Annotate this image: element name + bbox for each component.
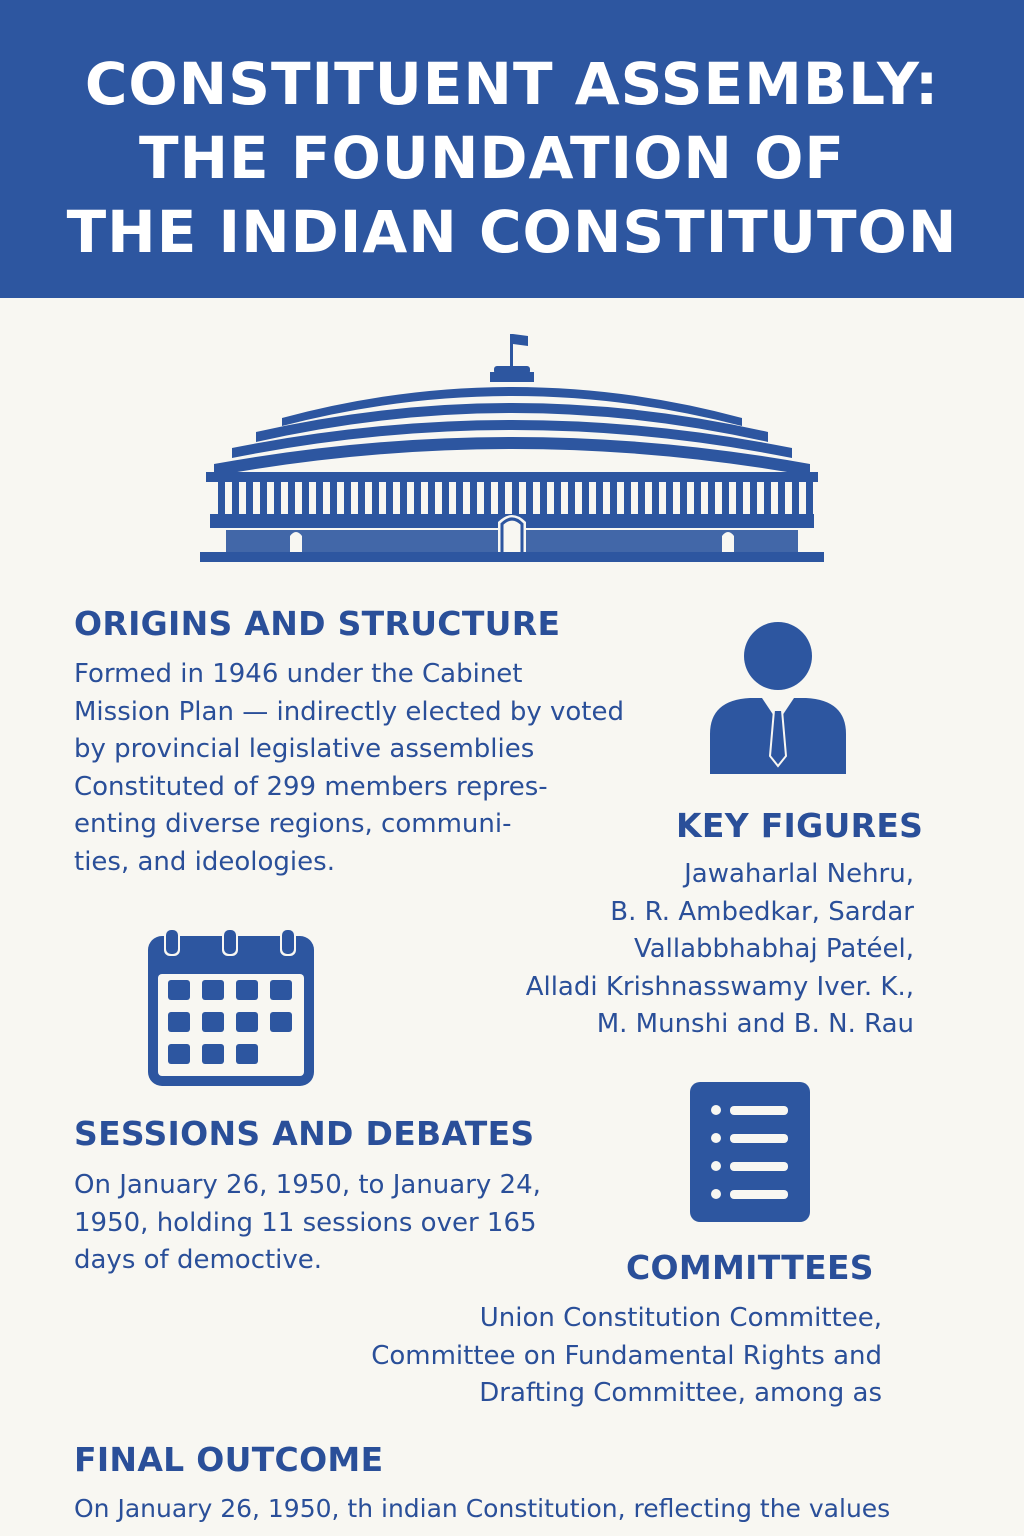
title-line-3: THE INDIAN CONSTITUTON (66, 198, 958, 266)
committees-line: Committee on Fundamental Rights and (371, 1340, 882, 1371)
calendar-icon (142, 922, 320, 1090)
origins-text (74, 656, 624, 881)
committees-line: Union Constitution Committee, (479, 1303, 882, 1333)
key-figures-line: Alladi Krishnasswamy Iver. K., (525, 971, 914, 1002)
final-outcome-heading: FINAL OUTCOME (74, 1440, 384, 1479)
origins-line: Constituted of 299 members repres- (74, 771, 548, 802)
final-outcome-text (74, 1490, 890, 1528)
key-figures-line: B. R. Ambedkar, Sardar (610, 896, 914, 927)
sessions-line: On January 26, 1950, to January 24, (74, 1170, 541, 1200)
title-line-2: THE FOUNDATION OF (138, 124, 846, 192)
sessions-text (74, 1167, 541, 1280)
origins-line: Mission Plan — indirectly elected by voted (74, 696, 624, 727)
key-figures-heading: KEY FIGURES (676, 806, 924, 845)
sessions-line: 1950, holding 11 sessions over 165 (74, 1207, 537, 1238)
key-figures-line: M. Munshi and B. N. Rau (596, 1009, 914, 1039)
sessions-line: days of democtive. (74, 1245, 323, 1275)
list-document-icon (688, 1080, 812, 1224)
origins-heading: ORIGINS AND STRUCTURE (74, 604, 561, 643)
key-figures-line: Vallabbhabhaj Patéel, (633, 934, 914, 964)
title-banner (0, 0, 1024, 298)
origins-line: enting diverse regions, communi- (74, 809, 512, 839)
origins-line: by provincial legislative assemblies (74, 734, 535, 764)
committees-text (371, 1300, 882, 1413)
title-line-1: CONSTITUENT ASSEMBLY: (84, 50, 940, 118)
final-outcome-line: On January 26, 1950, th indian Constitution, reflecting the values (74, 1494, 891, 1523)
person-icon (706, 616, 850, 776)
key-figures-line: Jawaharlal Nehru, (684, 859, 914, 889)
committees-line: Drafting Committee, among as (479, 1378, 882, 1408)
sessions-heading: SESSIONS AND DEBATES (74, 1114, 535, 1153)
parliament-building-icon (196, 326, 828, 566)
origins-line: ties, and ideologies. (74, 846, 335, 877)
key-figures-text (526, 856, 914, 1044)
origins-line: Formed in 1946 under the Cabinet (74, 659, 523, 689)
committees-heading: COMMITTEES (626, 1248, 874, 1287)
